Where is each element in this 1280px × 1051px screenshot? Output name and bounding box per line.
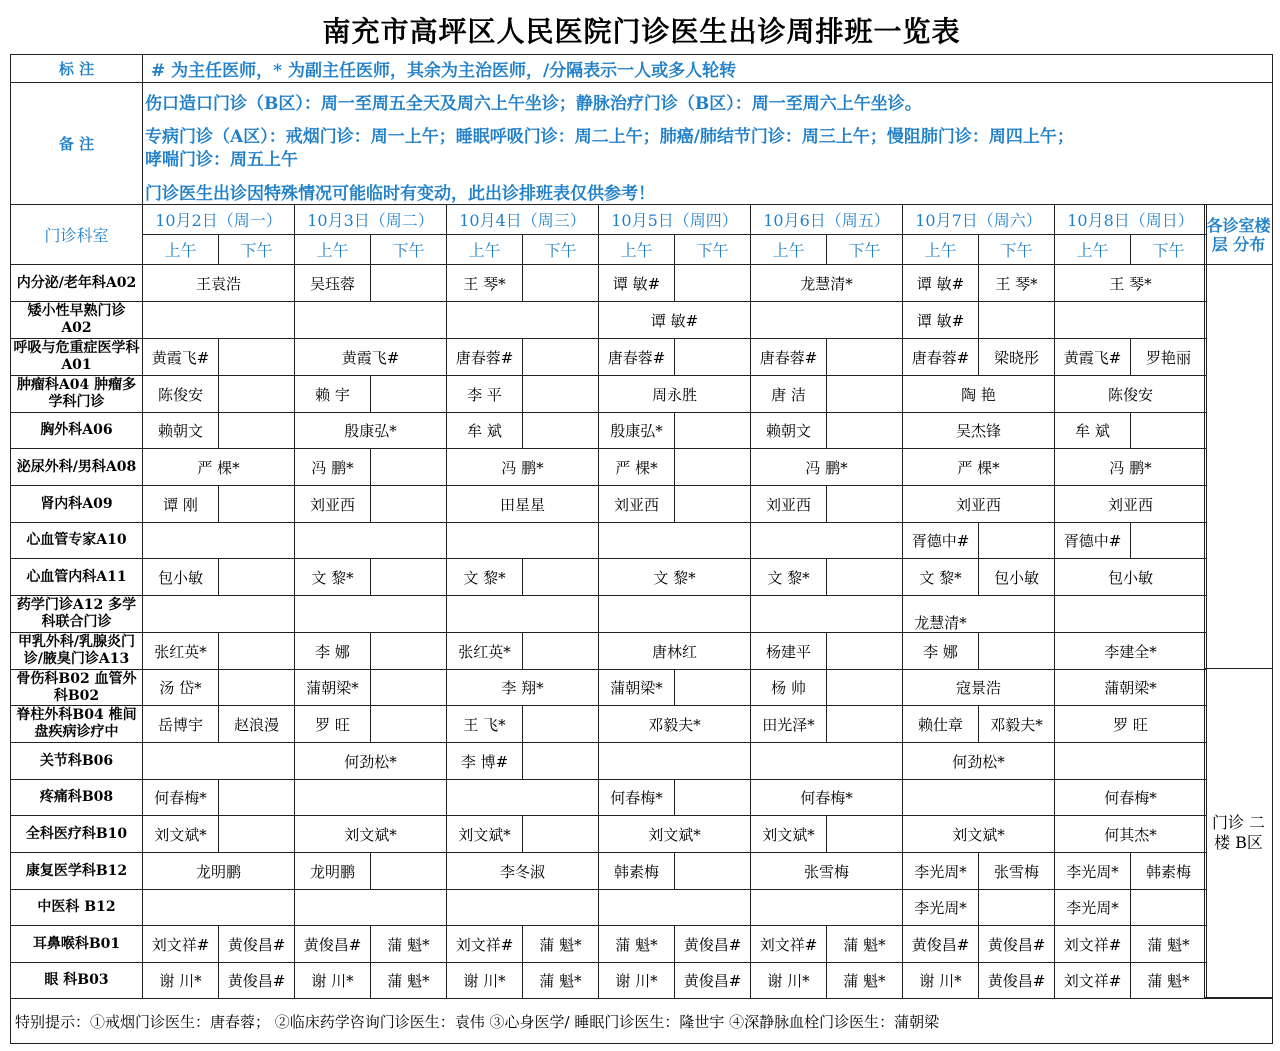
schedule-cell bbox=[1130, 412, 1207, 449]
schedule-cell: 龙明鹏 bbox=[294, 852, 371, 890]
schedule-cell bbox=[1054, 742, 1207, 780]
schedule-cell bbox=[370, 264, 447, 302]
schedule-cell: 唐春蓉# bbox=[750, 338, 827, 376]
schedule-cell: 牟 斌 bbox=[446, 412, 523, 449]
schedule-cell bbox=[978, 889, 1055, 926]
remarks-label: 备 注 bbox=[10, 82, 143, 205]
am-header: 上午 bbox=[598, 234, 675, 265]
schedule-cell: 何劲松* bbox=[294, 742, 447, 780]
schedule-cell bbox=[142, 301, 295, 339]
schedule-cell bbox=[674, 485, 751, 523]
schedule-cell: 文 黎* bbox=[294, 558, 371, 596]
schedule-cell: 谭 刚 bbox=[142, 485, 219, 523]
remarks-line-3: 门诊医生出诊因特殊情况可能临时有变动，此出诊排班表仅供参考！ bbox=[145, 184, 655, 204]
schedule-cell bbox=[1130, 522, 1207, 559]
schedule-cell: 谢 川* bbox=[598, 962, 675, 999]
schedule-cell: 陶 艳 bbox=[902, 375, 1055, 413]
schedule-cell bbox=[750, 301, 903, 339]
schedule-cell: 蒲 魁* bbox=[598, 925, 675, 963]
schedule-cell bbox=[598, 742, 751, 780]
day-header: 10月2日（周一） bbox=[142, 204, 295, 235]
schedule-cell: 冯 鹏* bbox=[294, 448, 371, 486]
schedule-cell: 刘文祥# bbox=[142, 925, 219, 963]
dept-name: 肾内科A09 bbox=[10, 485, 143, 523]
am-header: 上午 bbox=[446, 234, 523, 265]
pm-header: 下午 bbox=[370, 234, 447, 265]
schedule-cell bbox=[218, 815, 295, 853]
schedule-cell: 黄俊昌# bbox=[674, 925, 751, 963]
schedule-cell bbox=[674, 669, 751, 706]
schedule-cell: 王袁浩 bbox=[142, 264, 295, 302]
schedule-cell: 谢 川* bbox=[902, 962, 979, 999]
schedule-cell: 李光周* bbox=[1054, 889, 1131, 926]
schedule-cell bbox=[826, 485, 903, 523]
schedule-cell: 唐春蓉# bbox=[446, 338, 523, 376]
schedule-cell: 蒲朝梁* bbox=[598, 669, 675, 706]
schedule-cell: 蒲朝梁* bbox=[294, 669, 371, 706]
schedule-cell: 岳博宇 bbox=[142, 705, 219, 743]
schedule-cell: 罗 旺 bbox=[1054, 705, 1207, 743]
schedule-cell: 包小敏 bbox=[1054, 558, 1207, 596]
dept-name: 心血管内科A11 bbox=[10, 558, 143, 596]
schedule-cell bbox=[826, 412, 903, 449]
schedule-cell bbox=[446, 595, 599, 633]
schedule-cell bbox=[978, 522, 1055, 559]
schedule-cell: 蒲 魁* bbox=[522, 962, 599, 999]
schedule-cell bbox=[598, 595, 751, 633]
schedule-cell bbox=[750, 595, 903, 633]
schedule-cell bbox=[522, 705, 599, 743]
schedule-cell: 文 黎* bbox=[446, 558, 523, 596]
schedule-cell: 赖仕章 bbox=[902, 705, 979, 743]
dept-name: 骨伤科B02 血管外科B02 bbox=[10, 669, 143, 706]
floor-a-cell bbox=[1204, 264, 1273, 669]
schedule-cell: 黄俊昌# bbox=[294, 925, 371, 963]
schedule-cell bbox=[294, 889, 447, 926]
legend-text: # 为主任医师，* 为副主任医师，其余为主治医师，/分隔表示一人或多人轮转 bbox=[142, 54, 1273, 83]
schedule-cell bbox=[218, 779, 295, 816]
schedule-cell: 张雪梅 bbox=[750, 852, 903, 890]
remarks-line-2a: 专病门诊（A区）：戒烟门诊：周一上午；睡眠呼吸门诊：周二上午；肺癌/肺结节门诊：周三上午；慢阻肺门诊：周四上午； bbox=[145, 127, 1074, 147]
dept-name: 脊柱外科B04 椎间盘疾病诊疗中 bbox=[10, 705, 143, 743]
schedule-cell bbox=[826, 669, 903, 706]
dept-name: 眼 科B03 bbox=[10, 962, 143, 999]
schedule-cell bbox=[750, 889, 903, 926]
schedule-cell: 刘亚西 bbox=[902, 485, 1055, 523]
schedule-cell: 何春梅* bbox=[1054, 779, 1207, 816]
dept-name: 疼痛科B08 bbox=[10, 779, 143, 816]
schedule-cell bbox=[218, 558, 295, 596]
schedule-cell bbox=[826, 558, 903, 596]
schedule-cell bbox=[826, 338, 903, 376]
schedule-cell bbox=[370, 632, 447, 670]
day-header: 10月8日（周日） bbox=[1054, 204, 1207, 235]
schedule-cell: 何其杰* bbox=[1054, 815, 1207, 853]
schedule-cell: 李建全* bbox=[1054, 632, 1207, 670]
pm-header: 下午 bbox=[522, 234, 599, 265]
schedule-cell: 冯 鹏* bbox=[446, 448, 599, 486]
am-header: 上午 bbox=[294, 234, 371, 265]
schedule-cell bbox=[598, 889, 751, 926]
schedule-cell: 严 棵* bbox=[902, 448, 1055, 486]
schedule-cell: 王 琴* bbox=[978, 264, 1055, 302]
dept-name: 药学门诊A12 多学科联合门诊 bbox=[10, 595, 143, 633]
schedule-cell bbox=[978, 301, 1055, 339]
schedule-cell: 黄霞飞# bbox=[294, 338, 447, 376]
pm-header: 下午 bbox=[674, 234, 751, 265]
schedule-cell: 冯 鹏* bbox=[1054, 448, 1207, 486]
schedule-cell: 赵浪漫 bbox=[218, 705, 295, 743]
schedule-cell: 蒲 魁* bbox=[522, 925, 599, 963]
schedule-cell: 陈俊安 bbox=[1054, 375, 1207, 413]
schedule-cell: 谢 川* bbox=[446, 962, 523, 999]
dept-name: 呼吸与危重症医学科A01 bbox=[10, 338, 143, 376]
schedule-cell: 蒲 魁* bbox=[1130, 925, 1207, 963]
schedule-cell: 包小敏 bbox=[142, 558, 219, 596]
schedule-cell: 谭 敏# bbox=[598, 264, 675, 302]
schedule-cell bbox=[826, 632, 903, 670]
schedule-cell: 刘亚西 bbox=[1054, 485, 1207, 523]
dept-name: 关节科B06 bbox=[10, 742, 143, 780]
schedule-cell: 刘亚西 bbox=[294, 485, 371, 523]
schedule-cell: 刘亚西 bbox=[598, 485, 675, 523]
schedule-cell bbox=[826, 705, 903, 743]
schedule-cell: 汤 岱* bbox=[142, 669, 219, 706]
schedule-cell bbox=[218, 632, 295, 670]
schedule-cell bbox=[370, 705, 447, 743]
schedule-cell: 胥德中# bbox=[1054, 522, 1131, 559]
schedule-cell bbox=[674, 264, 751, 302]
schedule-cell bbox=[370, 669, 447, 706]
schedule-cell: 周永胜 bbox=[598, 375, 751, 413]
day-header: 10月6日（周五） bbox=[750, 204, 903, 235]
schedule-cell: 谭 敏# bbox=[902, 301, 979, 339]
schedule-cell bbox=[142, 522, 295, 559]
schedule-cell: 李 翔* bbox=[446, 669, 599, 706]
am-header: 上午 bbox=[142, 234, 219, 265]
day-header: 10月3日（周二） bbox=[294, 204, 447, 235]
schedule-cell: 谢 川* bbox=[142, 962, 219, 999]
schedule-cell bbox=[370, 852, 447, 890]
schedule-cell bbox=[1054, 301, 1207, 339]
dept-name: 中医科 B12 bbox=[10, 889, 143, 926]
schedule-cell: 赖朝文 bbox=[142, 412, 219, 449]
schedule-cell: 刘文斌* bbox=[446, 815, 523, 853]
schedule-cell bbox=[142, 889, 295, 926]
schedule-cell bbox=[1054, 595, 1207, 633]
dept-name: 内分泌/老年科A02 bbox=[10, 264, 143, 302]
schedule-cell bbox=[674, 412, 751, 449]
schedule-cell: 刘文斌* bbox=[902, 815, 1055, 853]
schedule-cell: 陈俊安 bbox=[142, 375, 219, 413]
schedule-cell: 黄俊昌# bbox=[218, 925, 295, 963]
schedule-cell: 严 棵* bbox=[142, 448, 295, 486]
schedule-cell: 李光周* bbox=[902, 889, 979, 926]
schedule-cell: 王 琴* bbox=[446, 264, 523, 302]
schedule-cell: 刘文祥# bbox=[446, 925, 523, 963]
schedule-cell bbox=[674, 338, 751, 376]
schedule-cell bbox=[674, 779, 751, 816]
schedule-cell: 蒲朝梁* bbox=[1054, 669, 1207, 706]
schedule-cell: 田光泽* bbox=[750, 705, 827, 743]
schedule-cell: 蒲 魁* bbox=[826, 962, 903, 999]
dept-name: 全科医疗科B10 bbox=[10, 815, 143, 853]
schedule-cell bbox=[294, 779, 447, 816]
schedule-cell bbox=[142, 595, 295, 633]
schedule-cell: 龙慧清* bbox=[750, 264, 903, 302]
schedule-cell bbox=[598, 522, 751, 559]
schedule-cell: 李 平 bbox=[446, 375, 523, 413]
schedule-cell: 谢 川* bbox=[294, 962, 371, 999]
schedule-cell: 唐 洁 bbox=[750, 375, 827, 413]
schedule-cell bbox=[826, 815, 903, 853]
schedule-cell bbox=[142, 742, 295, 780]
schedule-cell bbox=[522, 338, 599, 376]
schedule-cell bbox=[294, 301, 447, 339]
schedule-cell: 谭 敏# bbox=[598, 301, 751, 339]
schedule-cell bbox=[750, 742, 903, 780]
schedule-cell bbox=[522, 742, 599, 780]
schedule-cell: 黄霞飞# bbox=[1054, 338, 1131, 376]
schedule-cell: 王 飞* bbox=[446, 705, 523, 743]
schedule-cell: 韩素梅 bbox=[1130, 852, 1207, 890]
schedule-cell bbox=[218, 412, 295, 449]
schedule-cell bbox=[978, 632, 1055, 670]
schedule-cell: 文 黎* bbox=[598, 558, 751, 596]
schedule-cell: 刘文斌* bbox=[142, 815, 219, 853]
schedule-cell: 邓毅夫* bbox=[598, 705, 751, 743]
dept-name: 耳鼻喉科B01 bbox=[10, 925, 143, 963]
schedule-cell bbox=[446, 779, 599, 816]
schedule-cell: 何劲松* bbox=[902, 742, 1055, 780]
schedule-cell: 严 棵* bbox=[598, 448, 675, 486]
schedule-cell: 赖 宇 bbox=[294, 375, 371, 413]
schedule-cell bbox=[294, 595, 447, 633]
schedule-cell bbox=[902, 779, 1055, 816]
schedule-cell bbox=[446, 301, 599, 339]
floor-b-cell: 门诊 二楼 B区 bbox=[1204, 668, 1273, 998]
am-header: 上午 bbox=[750, 234, 827, 265]
schedule-cell: 刘文斌* bbox=[598, 815, 751, 853]
schedule-cell bbox=[370, 448, 447, 486]
dept-name: 心血管专家A10 bbox=[10, 522, 143, 559]
schedule-cell: 黄俊昌# bbox=[978, 925, 1055, 963]
schedule-cell: 刘文斌* bbox=[294, 815, 447, 853]
dept-name: 胸外科A06 bbox=[10, 412, 143, 449]
schedule-cell: 黄俊昌# bbox=[218, 962, 295, 999]
schedule-cell: 黄霞飞# bbox=[142, 338, 219, 376]
schedule-cell: 罗 旺 bbox=[294, 705, 371, 743]
schedule-cell: 吴杰锋 bbox=[902, 412, 1055, 449]
schedule-cell: 李冬淑 bbox=[446, 852, 599, 890]
schedule-cell: 文 黎* bbox=[902, 558, 979, 596]
schedule-cell: 蒲 魁* bbox=[370, 925, 447, 963]
schedule-cell bbox=[522, 558, 599, 596]
schedule-cell bbox=[370, 558, 447, 596]
schedule-cell: 韩素梅 bbox=[598, 852, 675, 890]
schedule-cell: 蒲 魁* bbox=[826, 925, 903, 963]
pm-header: 下午 bbox=[826, 234, 903, 265]
day-header: 10月4日（周三） bbox=[446, 204, 599, 235]
schedule-cell bbox=[218, 669, 295, 706]
schedule-cell: 杨建平 bbox=[750, 632, 827, 670]
pm-header: 下午 bbox=[218, 234, 295, 265]
schedule-cell: 李光周* bbox=[1054, 852, 1131, 890]
schedule-cell bbox=[674, 448, 751, 486]
schedule-cell: 赖朝文 bbox=[750, 412, 827, 449]
schedule-cell: 殷康弘* bbox=[598, 412, 675, 449]
dept-name: 矮小性早熟门诊A02 bbox=[10, 301, 143, 339]
schedule-cell: 刘文祥# bbox=[750, 925, 827, 963]
schedule-cell: 李 娜 bbox=[294, 632, 371, 670]
schedule-cell bbox=[750, 522, 903, 559]
schedule-cell: 黄俊昌# bbox=[674, 962, 751, 999]
schedule-cell bbox=[370, 485, 447, 523]
schedule-cell: 王 琴* bbox=[1054, 264, 1207, 302]
schedule-cell: 龙明鹏 bbox=[142, 852, 295, 890]
remarks-line-1: 伤口造口门诊（B区）：周一至周五全天及周六上午坐诊；静脉治疗门诊（B区）：周一至周六上午坐诊。 bbox=[145, 94, 922, 114]
schedule-cell: 寇景浩 bbox=[902, 669, 1055, 706]
schedule-cell: 李 娜 bbox=[902, 632, 979, 670]
schedule-cell: 张雪梅 bbox=[978, 852, 1055, 890]
schedule-cell: 殷康弘* bbox=[294, 412, 447, 449]
schedule-cell bbox=[294, 522, 447, 559]
schedule-cell: 蒲 魁* bbox=[1130, 962, 1207, 999]
dept-name: 甲乳外科/乳腺炎门诊/腋臭门诊A13 bbox=[10, 632, 143, 670]
schedule-cell bbox=[1130, 889, 1207, 926]
schedule-cell bbox=[218, 485, 295, 523]
dept-name: 泌尿外科/男科A08 bbox=[10, 448, 143, 486]
schedule-cell: 牟 斌 bbox=[1054, 412, 1131, 449]
schedule-cell: 杨 帅 bbox=[750, 669, 827, 706]
special-notice: 特别提示：①戒烟门诊医生：唐春蓉； ②临床药学咨询门诊医生：袁伟 ③心身医学/ 睡眠门诊医生：隆世宇 ④深静脉血栓门诊医生：蒲朝梁 bbox=[10, 998, 1273, 1044]
schedule-cell: 谢 川* bbox=[750, 962, 827, 999]
schedule-cell: 黄俊昌# bbox=[978, 962, 1055, 999]
schedule-cell: 邓毅夫* bbox=[978, 705, 1055, 743]
schedule-cell: 李 博# bbox=[446, 742, 523, 780]
day-header: 10月5日（周四） bbox=[598, 204, 751, 235]
remarks-line-2b: 哮喘门诊：周五上午 bbox=[145, 150, 298, 170]
schedule-cell-extra: 龙慧清* bbox=[914, 614, 967, 632]
schedule-cell: 吴珏蓉 bbox=[294, 264, 371, 302]
am-header: 上午 bbox=[902, 234, 979, 265]
schedule-cell: 李光周* bbox=[902, 852, 979, 890]
am-header: 上午 bbox=[1054, 234, 1131, 265]
dept-header: 门诊科室 bbox=[10, 204, 143, 265]
day-header: 10月7日（周六） bbox=[902, 204, 1055, 235]
schedule-cell: 张红英* bbox=[446, 632, 523, 670]
schedule-cell: 何春梅* bbox=[142, 779, 219, 816]
schedule-cell: 唐林红 bbox=[598, 632, 751, 670]
schedule-cell: 刘亚西 bbox=[750, 485, 827, 523]
schedule-cell: 冯 鹏* bbox=[750, 448, 903, 486]
page-title: 南充市高坪区人民医院门诊医生出诊周排班一览表 bbox=[322, 15, 961, 48]
schedule-cell: 田星星 bbox=[446, 485, 599, 523]
legend-label: 标 注 bbox=[10, 54, 143, 83]
schedule-cell: 唐春蓉# bbox=[902, 338, 979, 376]
schedule-cell: 刘文祥# bbox=[1054, 962, 1131, 999]
schedule-cell bbox=[446, 522, 599, 559]
floor-header: 各诊室楼 层 分布 bbox=[1204, 204, 1273, 265]
pm-header: 下午 bbox=[978, 234, 1055, 265]
schedule-cell bbox=[522, 375, 599, 413]
pm-header: 下午 bbox=[1130, 234, 1207, 265]
schedule-cell: 谭 敏# bbox=[902, 264, 979, 302]
schedule-cell: 唐春蓉# bbox=[598, 338, 675, 376]
schedule-cell: 包小敏 bbox=[978, 558, 1055, 596]
schedule-cell: 黄俊昌# bbox=[902, 925, 979, 963]
schedule-cell: 蒲 魁* bbox=[370, 962, 447, 999]
schedule-cell: 何春梅* bbox=[750, 779, 903, 816]
schedule-cell bbox=[522, 412, 599, 449]
schedule-cell bbox=[218, 338, 295, 376]
dept-name: 康复医学科B12 bbox=[10, 852, 143, 890]
schedule-cell bbox=[446, 889, 599, 926]
schedule-cell: 罗艳丽 bbox=[1130, 338, 1207, 376]
schedule-cell bbox=[522, 815, 599, 853]
schedule-cell: 何春梅* bbox=[598, 779, 675, 816]
schedule-cell: 梁晓彤 bbox=[978, 338, 1055, 376]
schedule-cell bbox=[370, 375, 447, 413]
schedule-cell bbox=[218, 375, 295, 413]
schedule-cell: 刘文祥# bbox=[1054, 925, 1131, 963]
schedule-cell bbox=[674, 852, 751, 890]
schedule-cell bbox=[826, 375, 903, 413]
schedule-cell bbox=[522, 264, 599, 302]
schedule-cell: 文 黎* bbox=[750, 558, 827, 596]
schedule-cell: 张红英* bbox=[142, 632, 219, 670]
schedule-cell bbox=[522, 632, 599, 670]
schedule-cell: 胥德中# bbox=[902, 522, 979, 559]
dept-name: 肿瘤科A04 肿瘤多学科门诊 bbox=[10, 375, 143, 413]
schedule-cell: 刘文斌* bbox=[750, 815, 827, 853]
